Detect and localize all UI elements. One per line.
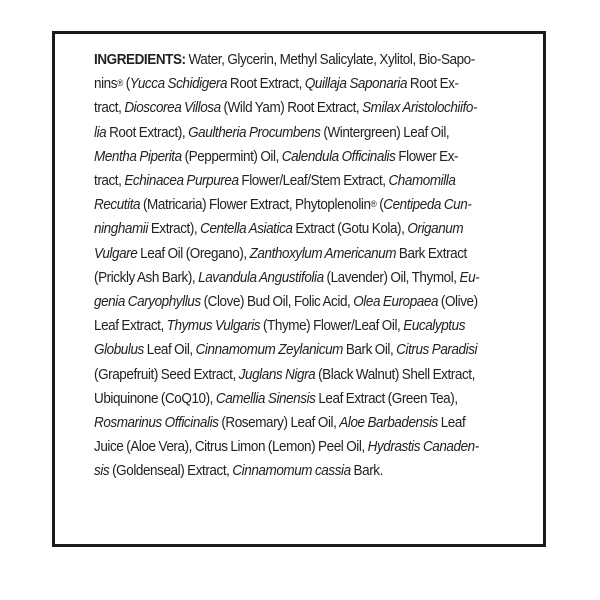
- botanical-name: Yucca Schidigera: [129, 76, 228, 93]
- ingredients-text: [94, 48, 499, 484]
- ingredient-text-run: Leaf: [437, 415, 466, 432]
- ingredient-text-run: Leaf Extract (Green Tea),: [315, 390, 458, 407]
- botanical-name: Origanum: [407, 221, 464, 238]
- botanical-name: Globulus: [94, 342, 144, 359]
- ingredients-heading: INGREDIENTS:: [94, 52, 186, 68]
- ingredient-text-run: Root Extract),: [106, 124, 189, 141]
- registered-mark: ®: [117, 78, 123, 89]
- botanical-name: Lavandula Angustifolia: [198, 269, 324, 286]
- ingredient-text-run: (Olive): [438, 294, 478, 311]
- botanical-name: Cinnamomum Zeylanicum: [195, 342, 343, 359]
- ingredient-text-run: Flower/Leaf/Stem Extract,: [238, 173, 389, 190]
- ingredients-label-box: [52, 31, 546, 547]
- botanical-name: sis: [94, 463, 110, 480]
- botanical-name: Hydrastis Canaden-: [367, 439, 479, 456]
- ingredient-text-run: (Matricaria) Flower Extract, Phytoplenolin: [140, 197, 371, 214]
- ingredient-text-run: (Lavender) Oil, Thymol,: [323, 269, 460, 286]
- ingredient-text-run: Bark Extract: [396, 245, 467, 262]
- botanical-name: Aloe Barbadensis: [339, 415, 438, 432]
- ingredient-text-run: (Rosemary) Leaf Oil,: [218, 415, 340, 432]
- ingredient-text-run: (Peppermint) Oil,: [181, 148, 282, 165]
- botanical-name: ninghamii: [94, 221, 148, 238]
- ingredient-text-run: (Wintergreen) Leaf Oil,: [320, 124, 450, 141]
- ingredient-text-run: Leaf Oil (Oregano),: [137, 245, 250, 262]
- ingredient-text-run: Ubiquinone (CoQ10),: [94, 390, 216, 407]
- ingredient-text-run: Leaf Extract,: [94, 318, 167, 335]
- ingredient-text-run: Root Ex-: [407, 76, 459, 93]
- botanical-name: Juglans Nigra: [238, 366, 316, 383]
- botanical-name: lia: [94, 124, 107, 141]
- botanical-name: Quillaja Saponaria: [304, 76, 408, 93]
- botanical-name: Echinacea Purpurea: [124, 173, 239, 190]
- botanical-name: Calendula Officinalis: [281, 148, 396, 165]
- botanical-name: Zanthoxylum Americanum: [249, 245, 397, 262]
- ingredient-text-run: (Wild Yam) Root Extract,: [220, 100, 363, 117]
- botanical-name: Recutita: [94, 197, 141, 214]
- ingredient-text-run: (Prickly Ash Bark),: [94, 269, 199, 286]
- botanical-name: Smilax Aristolochiifo-: [362, 100, 478, 117]
- ingredient-text-run: Root Extract,: [227, 76, 305, 93]
- botanical-name: Eucalyptus: [403, 318, 466, 335]
- botanical-name: Chamomilla: [388, 173, 456, 190]
- botanical-name: Vulgare: [94, 245, 138, 262]
- ingredient-text-run: (: [122, 76, 130, 93]
- ingredient-text-run: Extract (Gotu Kola),: [292, 221, 408, 238]
- botanical-name: Rosmarinus Officinalis: [94, 415, 219, 432]
- botanical-name: Olea Europaea: [353, 294, 439, 311]
- ingredient-text-run: tract,: [94, 173, 125, 190]
- ingredient-text-run: Bark Oil,: [342, 342, 397, 359]
- ingredient-text-run: (: [376, 197, 384, 214]
- ingredient-text-run: Juice (Aloe Vera), Citrus Limon (Lemon) Peel Oil,: [94, 439, 368, 456]
- ingredient-text-run: (Clove) Bud Oil, Folic Acid,: [200, 294, 354, 311]
- botanical-name: Camellia Sinensis: [215, 390, 316, 407]
- botanical-name: Citrus Paradisi: [396, 342, 478, 359]
- ingredient-text-run: nins: [94, 76, 118, 93]
- ingredient-text-run: (Thyme) Flower/Leaf Oil,: [260, 318, 404, 335]
- ingredient-text-run: (Grapefruit) Seed Extract,: [94, 366, 239, 383]
- botanical-name: Centella Asiatica: [200, 221, 293, 238]
- ingredient-text-run: Water, Glycerin, Methyl Salicylate, Xylitol, Bio-Sapo-: [185, 52, 475, 68]
- registered-mark: ®: [370, 199, 377, 210]
- ingredient-text-run: tract,: [94, 100, 125, 117]
- botanical-name: genia Caryophyllus: [94, 294, 201, 311]
- ingredient-text-run: Bark.: [350, 463, 383, 480]
- ingredient-text-run: (Black Walnut) Shell Extract,: [315, 366, 475, 383]
- ingredient-text-run: Flower Ex-: [395, 148, 459, 165]
- botanical-name: Thymus Vulgaris: [166, 318, 261, 335]
- botanical-name: Eu-: [459, 269, 480, 286]
- ingredient-text-run: (Goldenseal) Extract,: [109, 463, 233, 480]
- ingredient-text-run: Extract),: [147, 221, 201, 238]
- botanical-name: Dioscorea Villosa: [124, 100, 221, 117]
- botanical-name: Cinnamomum cassia: [232, 463, 351, 480]
- botanical-name: Gaultheria Procumbens: [188, 124, 321, 141]
- botanical-name: Mentha Piperita: [94, 148, 182, 165]
- botanical-name: Centipeda Cun-: [383, 197, 472, 214]
- ingredient-text-run: Leaf Oil,: [143, 342, 196, 359]
